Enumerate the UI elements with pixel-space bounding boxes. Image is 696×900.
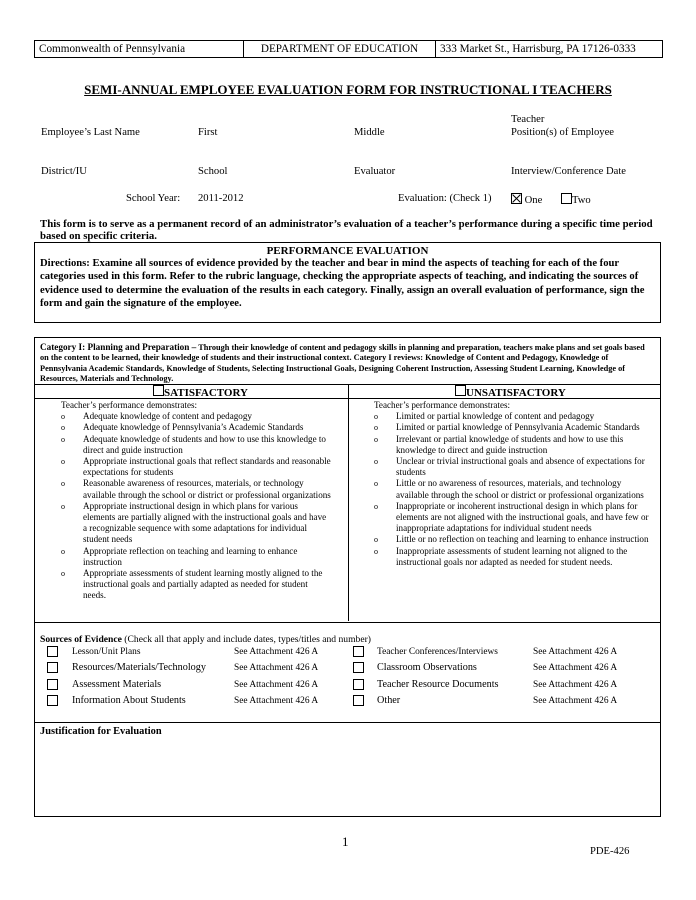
first-name-label: First: [198, 127, 218, 138]
source-item[interactable]: [353, 695, 364, 709]
source-label: Other: [377, 695, 401, 706]
source-label: Classroom Observations: [377, 662, 477, 673]
satisfactory-column: [61, 400, 331, 602]
evaluation-two-label: Two: [572, 195, 591, 206]
intro-text: This form is to serve as a permanent record of an administrator’s evaluation of a teacher’s performance during a specific time period based on specific criteria.: [40, 218, 653, 242]
divider: [35, 622, 660, 623]
middle-name-label: Middle: [354, 127, 385, 138]
unsatisfactory-column: [374, 400, 656, 568]
source-ref: See Attachment 426 A: [234, 680, 319, 690]
unsatisfactory-demonstrates: Teacher’s performance demonstrates:: [374, 400, 511, 410]
list-item: o Irrelevant or partial knowledge of students and how to use this knowledge to direct and guide instruction: [374, 434, 656, 456]
justification-field[interactable]: [40, 740, 652, 812]
unchecked-box-icon[interactable]: [561, 193, 572, 204]
evaluation-two-option[interactable]: [561, 193, 591, 206]
checkbox-icon[interactable]: [353, 695, 364, 706]
source-item[interactable]: [47, 695, 58, 709]
source-label: Teacher Resource Documents: [377, 679, 499, 690]
interview-date-label: Interview/Conference Date: [511, 166, 627, 177]
source-item[interactable]: [353, 646, 364, 660]
header-center: DEPARTMENT OF EDUCATION: [244, 41, 436, 57]
performance-evaluation-box: [34, 242, 661, 323]
source-item[interactable]: [47, 679, 58, 693]
satisfactory-option[interactable]: [153, 385, 248, 400]
source-label: Teacher Conferences/Interviews: [377, 647, 498, 657]
list-item: o Little or no awareness of resources, materials, and technology available through the school or district or professional organizations: [374, 478, 656, 500]
satisfactory-label: SATISFACTORY: [164, 387, 248, 399]
school-year-value: 2011-2012: [198, 193, 244, 204]
source-label: Information About Students: [72, 695, 186, 706]
school-year-label: School Year:: [126, 193, 181, 204]
list-item: o Reasonable awareness of resources, materials, or technology available through the school or district or professional organizations: [61, 478, 331, 500]
form-title: SEMI-ANNUAL EMPLOYEE EVALUATION FORM FOR INSTRUCTIONAL I TEACHERS: [84, 82, 612, 97]
list-item: o Adequate knowledge of content and pedagogy: [61, 411, 331, 422]
checkbox-icon[interactable]: [353, 646, 364, 657]
list-item: o Limited or partial knowledge of Pennsylvania Academic Standards: [374, 422, 656, 433]
source-ref: See Attachment 426 A: [234, 696, 319, 706]
list-item: o Appropriate reflection on teaching and learning to enhance instruction: [61, 546, 331, 568]
checkbox-icon[interactable]: [47, 695, 58, 706]
sources-heading: [40, 634, 371, 645]
district-label: District/IU: [41, 166, 87, 177]
unsatisfactory-label: UNSATISFACTORY: [466, 387, 566, 399]
form-number: PDE-426: [590, 846, 630, 857]
list-item: o Appropriate assessments of student learning mostly aligned to the instructional goals and partially adapted as needed for student needs.: [61, 568, 331, 602]
sources-title: Sources of Evidence: [40, 634, 122, 645]
last-name-label: Employee’s Last Name: [41, 127, 140, 138]
list-item: o Limited or partial knowledge of content and pedagogy: [374, 411, 656, 422]
list-item: o Inappropriate or incoherent instructional design in which plans for elements are not aligned with the instructional goals, and have few or inappropriate adaptations for individual student needs: [374, 501, 656, 535]
source-label: Lesson/Unit Plans: [72, 647, 141, 657]
list-item: o Unclear or trivial instructional goals and absence of expectations for students: [374, 456, 656, 478]
list-item: o Adequate knowledge of students and how to use this knowledge to direct and guide instruction: [61, 434, 331, 456]
position-label: Position(s) of Employee: [511, 127, 614, 138]
checkbox-icon[interactable]: [47, 646, 58, 657]
source-item[interactable]: [47, 662, 58, 676]
unsatisfactory-list: [374, 411, 656, 568]
column-divider: [348, 385, 349, 621]
performance-heading: PERFORMANCE EVALUATION: [266, 245, 429, 257]
header-box: [34, 40, 663, 58]
sources-note: (Check all that apply and include dates, types/titles and number): [121, 634, 372, 645]
source-ref: See Attachment 426 A: [234, 647, 319, 657]
source-ref: See Attachment 426 A: [533, 680, 618, 690]
source-item[interactable]: [353, 679, 364, 693]
evaluation-check-label: Evaluation: (Check 1): [398, 193, 492, 204]
list-item: o Appropriate instructional goals that reflect standards and reasonable expectations for students: [61, 456, 331, 478]
source-item[interactable]: [47, 646, 58, 660]
list-item: o Inappropriate assessments of student learning not aligned to the instructional goals nor adapted as needed for student needs.: [374, 546, 656, 568]
checkbox-icon[interactable]: [47, 662, 58, 673]
category-description: [35, 338, 660, 385]
list-item: o Appropriate instructional design in which plans for various elements are partially aligned with the instructional goals and have a recognizable sequence with some adaptations for individual student needs: [61, 501, 331, 546]
checkbox-icon[interactable]: [353, 679, 364, 690]
source-label: Assessment Materials: [72, 679, 162, 690]
source-ref: See Attachment 426 A: [533, 696, 618, 706]
unsatisfactory-option[interactable]: [455, 385, 566, 400]
justification-label: Justification for Evaluation: [40, 726, 162, 737]
school-label: School: [198, 166, 228, 177]
category-text: Through their knowledge of content and pedagogy skills in planning and preparation, teachers make plans and set goals based on the content to be learned, their knowledge of students and their instructional context. Category I reviews: Knowledge of Content and Pedagogy, Knowledge of Pennsylvania Academic Standards, Knowledge of Students, Selecting Instructional Goals, Designing Coherent Instruction, Assessing Student Learning, Knowledge of Resources, Materials and Technology.: [40, 343, 645, 384]
checkbox-icon[interactable]: [353, 662, 364, 673]
source-ref: See Attachment 426 A: [234, 663, 319, 673]
page-number: 1: [342, 834, 349, 849]
header-left: Commonwealth of Pennsylvania: [35, 41, 244, 57]
list-item: o Little or no reflection on teaching and learning to enhance instruction: [374, 534, 656, 545]
category-lead: Category I: Planning and Preparation –: [40, 342, 197, 352]
satisfactory-list: [61, 411, 331, 601]
evaluation-one-option[interactable]: [511, 193, 542, 206]
list-item: o Adequate knowledge of Pennsylvania’s Academic Standards: [61, 422, 331, 433]
evaluator-label: Evaluator: [354, 166, 396, 177]
evaluation-one-label: One: [524, 195, 543, 206]
performance-directions: Directions: Examine all sources of evidence provided by the teacher and bear in mind the aspects of teaching for each of the four categories used in this form. Refer to the rubric language, checking the appropriate aspects of teaching, and indicating the sources of evidence used to determine the evaluation of the results in each category. Finally, assign an overall evaluation of performance, sign the form and gain the signature of the employee.: [40, 258, 645, 310]
source-ref: See Attachment 426 A: [533, 647, 618, 657]
unsatisfactory-checkbox-icon[interactable]: [455, 385, 466, 396]
satisfactory-checkbox-icon[interactable]: [153, 385, 164, 396]
teacher-label: Teacher: [511, 114, 545, 125]
source-ref: See Attachment 426 A: [533, 663, 618, 673]
satisfactory-demonstrates: Teacher’s performance demonstrates:: [61, 400, 198, 410]
checkbox-icon[interactable]: [47, 679, 58, 690]
category-box: [34, 337, 661, 817]
header-right: 333 Market St., Harrisburg, PA 17126-0333: [440, 43, 636, 55]
source-item[interactable]: [353, 662, 364, 676]
divider: [35, 722, 660, 723]
checked-box-icon[interactable]: [511, 193, 522, 204]
source-label: Resources/Materials/Technology: [72, 662, 206, 673]
